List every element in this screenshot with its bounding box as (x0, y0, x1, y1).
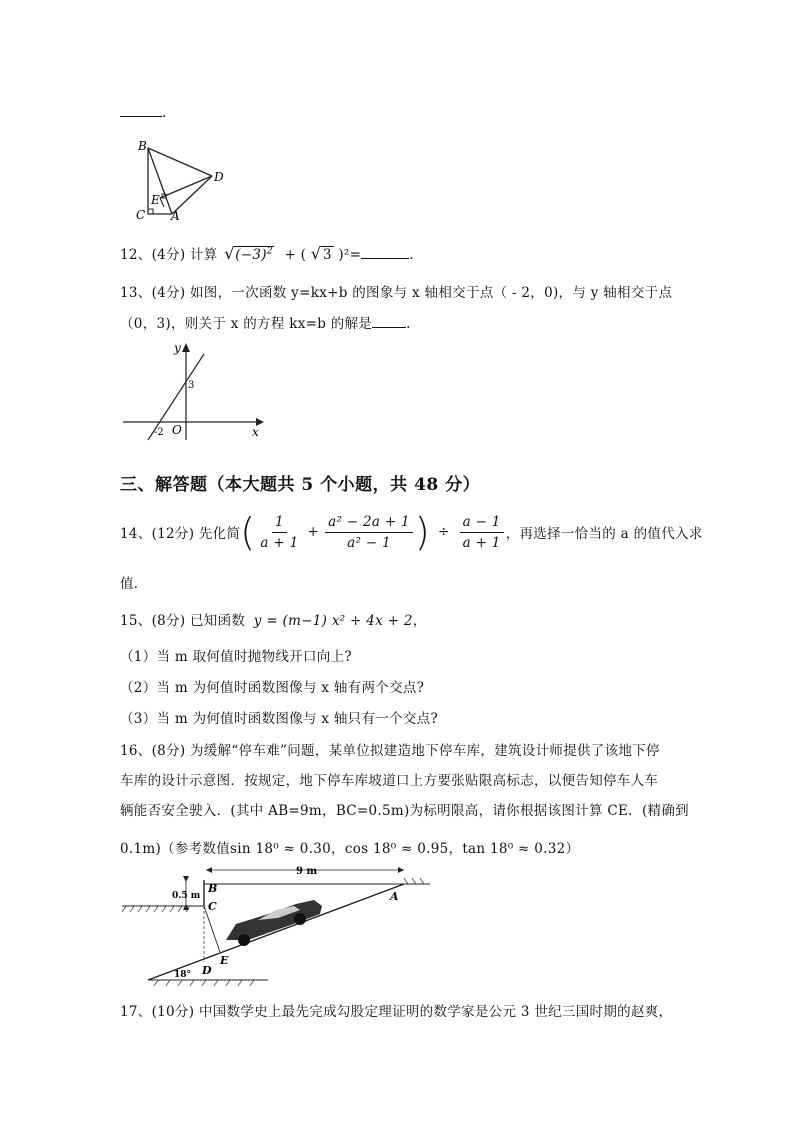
question-16-line4: 0.1m)（参考数值sin 18⁰ ≈ 0.30，cos 18⁰ ≈ 0.95，tan 18⁰ ≈ 0.32） (120, 841, 580, 857)
question-14: 14、(12分) 先化简 ( $\frac{1}{a + 1}$ + $\frac{\text{a² − 2a + 1}}{\text{a² − 1}}$ ) ÷ $\frac{a - 1}{a + 1}$ ，再选择一恰当的 a 的值代入求 (120, 510, 703, 554)
y-intercept-label: 3 (188, 380, 195, 391)
question-12: 12、(4分) 计算 √ $(-3)^2$ + ( √ 3 )²= . (120, 243, 414, 263)
label-B: B (208, 882, 218, 895)
label-D: D (202, 964, 212, 977)
question-15: 15、(8分) 已知函数 y = (m−1) x² + 4x + 2， (120, 613, 427, 629)
label-A: A (390, 890, 399, 903)
fraction-2: $\frac{\text{a² − 2a + 1}}{\text{a² − 1}}$ (325, 514, 413, 551)
function-formula: y = (m−1) x² + 4x + 2 (253, 613, 413, 629)
origin-label: O (172, 423, 182, 437)
question-14-line2: 值. (120, 576, 139, 592)
angle-label: 18° (174, 970, 192, 980)
question-16-line2: 车库的设计示意图．按规定，地下停车库坡道口上方要张贴限高标志，以便告知停车人车 (120, 773, 659, 789)
sqrt3: √ 3 (310, 244, 332, 263)
parking-ramp-figure-q16 (118, 864, 438, 989)
fraction-1: $\frac{1}{a + 1}$ (260, 513, 299, 551)
answer-blank (361, 246, 409, 259)
question-17-line1: 17、(10分) 中国数学史上最先完成勾股定理证明的数学家是公元 3 世纪三国时期的赵爽， (120, 1004, 673, 1020)
question-16-line1: 16、(8分) 为缓解“停车难”问题，某单位拟建造地下停车库，建筑设计师提供了该地下停 (120, 743, 660, 759)
fraction-3: $\frac{a - 1}{a + 1}$ (460, 514, 504, 551)
label-A: A (171, 209, 180, 223)
x-intercept-label: -2 (154, 427, 164, 438)
question-15-part-2: （2）当 m 为何值时函数图像与 x 轴有两个交点? (120, 680, 425, 696)
label-E: E (220, 954, 229, 967)
axis-y-label: y (174, 341, 181, 355)
sqrt-expression: √ $(-3)^2$ (224, 243, 273, 263)
triangle-figure-q11 (130, 136, 230, 224)
question-16-line3: 辆能否安全驶入．(其中 AB=9m，BC=0.5m)为标明限高，请你根据该图计算 CE．(精确到 (120, 803, 689, 819)
answer-blank (120, 104, 162, 117)
question-15-part-1: （1）当 m 取何值时抛物线开口向上? (120, 649, 352, 665)
question-13-line1: 13、(4分) 如图，一次函数 y=kx+b 的图象与 x 轴相交于点（ - 2，0)，与 y 轴相交于点 (120, 285, 673, 301)
linear-graph-q13 (118, 340, 268, 445)
label-B: B (138, 139, 147, 153)
label-C: C (208, 900, 217, 913)
length-label-9m: 9 m (296, 866, 318, 877)
label-C: C (136, 208, 146, 222)
question-15-part-3: （3）当 m 为何值时函数图像与 x 轴只有一个交点? (120, 711, 439, 727)
car-icon (226, 900, 322, 946)
question-13-line2: （0，3)，则关于 x 的方程 kx=b 的解是 . (120, 316, 411, 332)
axis-x-label: x (252, 425, 259, 439)
label-E: E (151, 193, 160, 207)
answer-blank (372, 315, 406, 328)
section-3-heading: 三、解答题（本大题共 5 个小题，共 48 分） (120, 475, 481, 495)
height-label-0.5m: 0.5 m (172, 891, 201, 901)
label-D: D (214, 170, 224, 184)
answer-line: . (120, 104, 167, 121)
